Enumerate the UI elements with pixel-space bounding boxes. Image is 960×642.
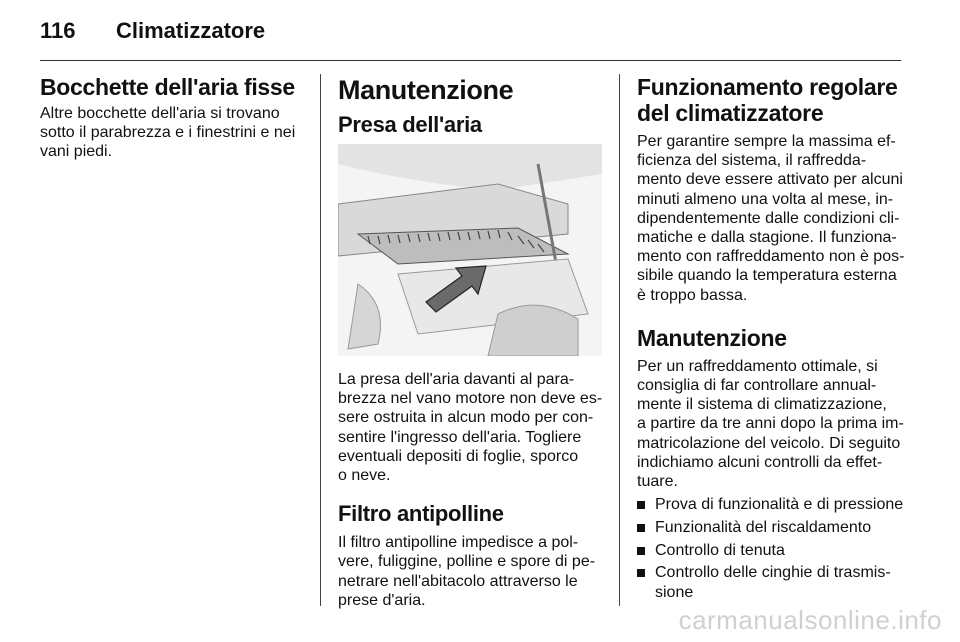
bullet-square-icon bbox=[637, 569, 645, 577]
list-item: Funzionalità del riscaldamento bbox=[637, 518, 907, 537]
header-rule bbox=[40, 60, 901, 61]
section-heading-maintenance: Manutenzione bbox=[338, 75, 514, 105]
chapter-title: Climatizzatore bbox=[116, 18, 266, 43]
air-intake-illustration bbox=[338, 144, 602, 356]
subheading-air-intake: Presa dell'aria bbox=[338, 112, 482, 137]
bullet-square-icon bbox=[637, 501, 645, 509]
watermark: carmanualsonline.info bbox=[678, 605, 942, 635]
subheading-pollen-filter: Filtro antipolline bbox=[338, 501, 504, 527]
page-number: 116 bbox=[40, 18, 76, 43]
bullet-square-icon bbox=[637, 524, 645, 532]
column-divider-left bbox=[320, 74, 321, 606]
column-2 bbox=[338, 74, 608, 610]
air-intake-text: La presa dell'aria davanti al para- brezza nel vano motore non deve es- sere ostruita in alcun modo per con- sentire l'ingresso dell'aria. Togliere eventuali depositi di foglie, sporco o neve. bbox=[338, 371, 603, 485]
pollen-filter-text: Il filtro antipolline impedisce a pol- vere, fuliggine, polline e spore di pe- netrare nell'abitacolo attraverso le prese d'aria. bbox=[338, 534, 596, 609]
air-intake-filter-icon bbox=[338, 144, 602, 356]
list-item: Prova di funzionalità e di pressione bbox=[637, 495, 907, 514]
list-item: Controllo di tenuta bbox=[637, 541, 907, 560]
column-divider-right bbox=[619, 74, 620, 606]
column-1 bbox=[40, 74, 310, 162]
section-heading-fixed-vents: Bocchette dell'aria fisse bbox=[40, 74, 295, 100]
section-heading-regular-operation: Funzionamento regolare del climatizzatore bbox=[637, 74, 898, 126]
list-item: Controllo delle cinghie di trasmis- sione bbox=[637, 563, 907, 601]
column-3 bbox=[637, 74, 907, 605]
maintenance-checklist bbox=[637, 495, 907, 602]
regular-operation-text: Per garantire sempre la massima ef- ficienza del sistema, il raffredda- mento deve essere attivato per alcuni minuti almeno una volta al mese, in- dipendentemente dalle condizioni cli- matiche e dalla stagione. Il funziona- mento con raffreddamento non è pos- sibile quando la temperatura esterna è troppo bassa. bbox=[637, 133, 905, 304]
bullet-square-icon bbox=[637, 547, 645, 555]
fixed-vents-text: Altre bocchette dell'aria si trovano sotto il parabrezza e i finestrini e nei vani piedi. bbox=[40, 105, 296, 161]
maintenance-text: Per un raffreddamento ottimale, si consiglia di far controllare annual- mente il sistema di climatizzazione, a partire da tre anni dopo la prima im- matricolazione del veicolo. Di seguito indichiamo alcuni controlli da effet- tuare. bbox=[637, 357, 904, 491]
section-heading-maintenance-2: Manutenzione bbox=[637, 324, 787, 351]
